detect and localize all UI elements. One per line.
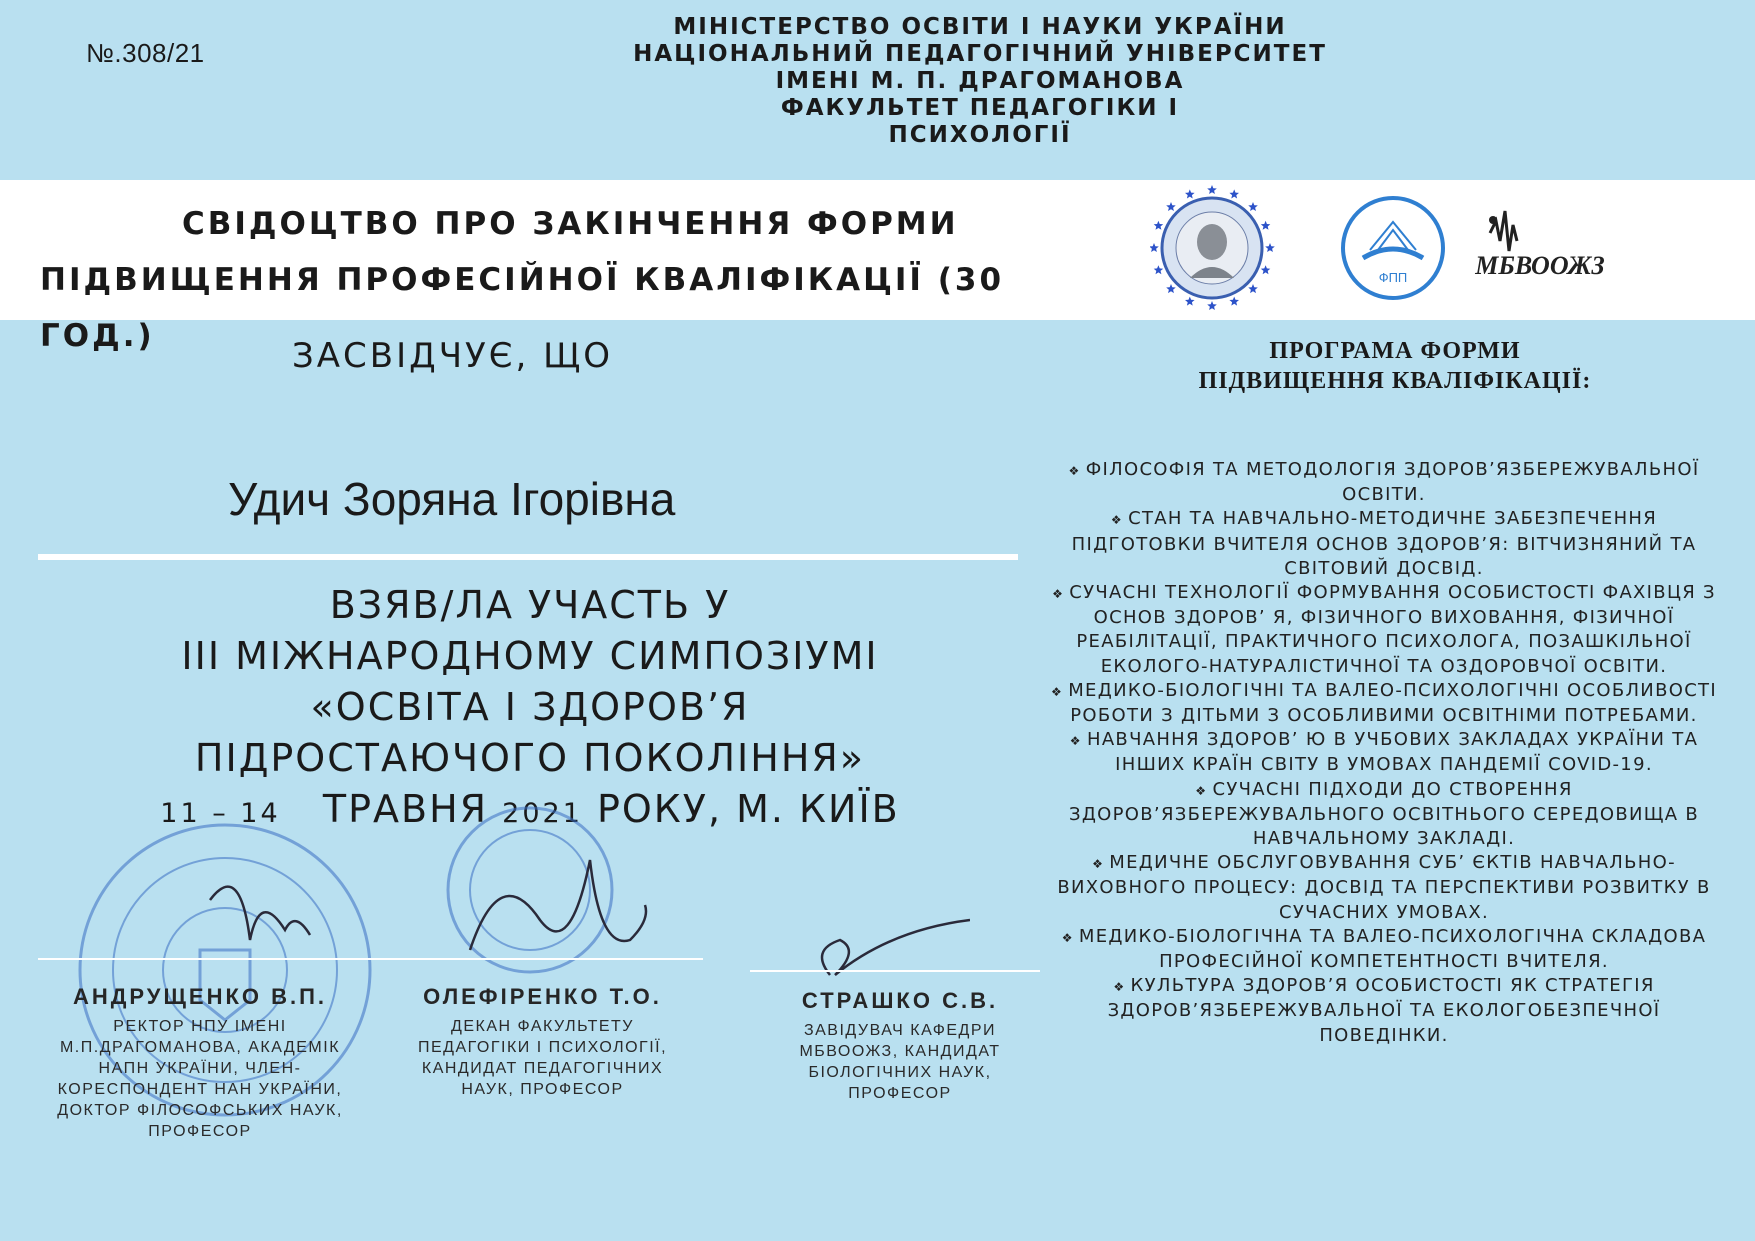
star-icon <box>1248 202 1258 211</box>
signatory-position: ЗАВІДУВАЧ КАФЕДРИ <box>803 1022 997 1039</box>
certificate-title <box>40 196 1120 354</box>
signatory-position: НАУК, ПРОФЕСОР <box>461 1081 624 1098</box>
program-title-line-2: ПІДВИЩЕННЯ КВАЛІФІКАЦІЇ: <box>1198 368 1592 394</box>
signatory-position: ПЕДАГОГІКИ І ПСИХОЛОГІЇ, <box>417 1039 668 1056</box>
event-month: ТРАВНЯ <box>322 787 489 831</box>
header-line: ПСИХОЛОГІЇ <box>888 122 1072 148</box>
name-underline <box>38 554 1018 560</box>
star-icon <box>1261 221 1271 230</box>
star-icon <box>1265 243 1275 252</box>
program-item: ❖ МЕДИКО-БІОЛОГІЧНІ ТА ВАЛЕО-ПСИХОЛОГІЧНІ ОСОБЛИВОСТІ РОБОТИ З ДІТЬМИ З ОСОБЛИВИМИ ОСВІТНІМИ ПОТРЕБАМИ. <box>1048 679 1720 728</box>
header-line: МІНІСТЕРСТВО ОСВІТИ І НАУКИ УКРАЇНИ <box>673 14 1287 40</box>
faculty-logo-text: ФПП <box>1378 270 1408 285</box>
issuer-header <box>480 14 1480 149</box>
signatory-name: ОЛЕФІРЕНКО Т.О. <box>423 984 662 1009</box>
star-icon <box>1166 202 1176 211</box>
star-icon <box>1229 189 1239 198</box>
signatory-position: МБВООЖЗ, КАНДИДАТ <box>799 1043 1001 1060</box>
signatory-position: НАПН УКРАЇНИ, ЧЛЕН- <box>98 1060 302 1077</box>
program-title-line-1: ПРОГРАМА ФОРМИ <box>1269 338 1521 364</box>
signatory-head-of-department <box>760 988 1040 1104</box>
header-line: НАЦІОНАЛЬНИЙ ПЕДАГОГІЧНИЙ УНІВЕРСИТЕТ <box>633 41 1327 67</box>
title-line-2: ПІДВИЩЕННЯ ПРОФЕСІЙНОЇ КВАЛІФІКАЦІЇ (30 ГОД.) <box>40 262 1005 354</box>
signatory-rector <box>30 984 370 1142</box>
recipient-name: Удич Зоряна Ігорівна <box>228 473 676 525</box>
signature-line <box>750 970 1040 972</box>
star-icon <box>1207 301 1217 310</box>
signatory-position: КАНДИДАТ ПЕДАГОГІЧНИХ <box>421 1060 664 1077</box>
star-icon <box>1261 265 1271 274</box>
signature-line <box>38 958 703 960</box>
star-icon <box>1150 243 1159 252</box>
program-title <box>1140 336 1650 396</box>
star-icon <box>1154 221 1164 230</box>
program-item: ❖ СУЧАСНІ ПІДХОДИ ДО СТВОРЕННЯ ЗДОРОВ’ЯЗБЕРЕЖУВАЛЬНОГО ОСВІТНЬОГО СЕРЕДОВИЩА В НАВЧАЛЬНОМУ ЗАКЛАДІ. <box>1048 778 1720 852</box>
star-icon <box>1248 284 1258 293</box>
star-icon <box>1154 265 1164 274</box>
certificate-number: №.308/21 <box>86 38 205 68</box>
participation-line-3: «ОСВІТА І ЗДОРОВ’Я <box>310 685 750 729</box>
signatory-position: КОРЕСПОНДЕНТ НАН УКРАЇНИ, <box>57 1081 343 1098</box>
title-line-1: СВІДОЦТВО ПРО ЗАКІНЧЕННЯ ФОРМИ <box>182 206 959 242</box>
signatory-position: РЕКТОР НПУ ІМЕНІ <box>113 1018 287 1035</box>
header-line: ФАКУЛЬТЕТ ПЕДАГОГІКИ І <box>780 95 1180 121</box>
participation-line-2: ІІІ МІЖНАРОДНОМУ СИМПОЗІУМІ <box>181 634 879 678</box>
signatory-position: ПРОФЕСОР <box>148 1123 252 1140</box>
star-icon <box>1166 284 1176 293</box>
header-line: ІМЕНІ М. П. ДРАГОМАНОВА <box>775 68 1185 94</box>
program-item: ❖ КУЛЬТУРА ЗДОРОВ’Я ОСОБИСТОСТІ ЯК СТРАТЕГІЯ ЗДОРОВ’ЯЗБЕРЕЖУВАЛЬНОЇ ТА ЕКОЛОГОБЕЗПЕЧНОЇ ПОВЕДІНКИ. <box>1048 974 1720 1048</box>
signatory-position: М.П.ДРАГОМАНОВА, АКАДЕМІК <box>59 1039 341 1056</box>
program-list <box>1048 458 1720 1048</box>
program-item: ❖ НАВЧАННЯ ЗДОРОВ’ Ю В УЧБОВИХ ЗАКЛАДАХ УКРАЇНИ ТА ІНШИХ КРАЇН СВІТУ В УМОВАХ ПАНДЕМІЇ COVID-19. <box>1048 728 1720 777</box>
signatory-position: ДОКТОР ФІЛОСОФСЬКИХ НАУК, <box>57 1102 343 1119</box>
program-item: ❖ СТАН ТА НАВЧАЛЬНО-МЕТОДИЧНЕ ЗАБЕЗПЕЧЕННЯ ПІДГОТОВКИ ВЧИТЕЛЯ ОСНОВ ЗДОРОВ’Я: ВІТЧИЗНЯНИЙ ТА СВІТОВИЙ ДОСВІД. <box>1048 507 1720 581</box>
star-icon <box>1185 189 1195 198</box>
faculty-logo-icon <box>1343 198 1443 298</box>
signatory-dean <box>395 984 690 1100</box>
event-place: РОКУ, М. КИЇВ <box>596 787 900 831</box>
participation-line-4: ПІДРОСТАЮЧОГО ПОКОЛІННЯ» <box>194 736 866 780</box>
dean-seal-icon <box>448 808 612 972</box>
signatory-name: СТРАШКО С.В. <box>801 988 999 1013</box>
department-logo-icon <box>1474 211 1604 280</box>
department-logo-text: МБВООЖЗ <box>1475 251 1605 280</box>
event-dates: 11 – 14 <box>160 798 281 829</box>
logos-group <box>1150 178 1620 318</box>
signatory-position: ПРОФЕСОР <box>848 1085 952 1102</box>
event-year: 2021 <box>502 798 583 829</box>
signatory-name: АНДРУЩЕНКО В.П. <box>72 984 328 1009</box>
star-icon <box>1185 297 1195 306</box>
program-item: ❖ ФІЛОСОФІЯ ТА МЕТОДОЛОГІЯ ЗДОРОВ’ЯЗБЕРЕЖУВАЛЬНОЇ ОСВІТИ. <box>1048 458 1720 507</box>
signatory-position: ДЕКАН ФАКУЛЬТЕТУ <box>451 1018 634 1035</box>
signatory-position: БІОЛОГІЧНИХ НАУК, <box>808 1064 992 1081</box>
participation-line-1: ВЗЯВ/ЛА УЧАСТЬ У <box>329 583 731 627</box>
program-item: ❖ МЕДИКО-БІОЛОГІЧНА ТА ВАЛЕО-ПСИХОЛОГІЧНА СКЛАДОВА ПРОФЕСІЙНОЇ КОМПЕТЕНТНОСТІ ВЧИТЕЛЯ. <box>1048 925 1720 974</box>
university-portrait-seal-icon <box>1162 198 1262 298</box>
certifies-label: ЗАСВІДЧУЄ, ЩО <box>292 336 614 376</box>
star-icon <box>1229 297 1239 306</box>
program-item: ❖ МЕДИЧНЕ ОБСЛУГОВУВАННЯ СУБ’ ЄКТІВ НАВЧАЛЬНО-ВИХОВНОГО ПРОЦЕСУ: ДОСВІД ТА ПЕРСПЕКТИВИ РОЗВИТКУ В СУЧАСНИХ УМОВАХ. <box>1048 851 1720 925</box>
star-icon <box>1207 185 1217 194</box>
program-item: ❖ СУЧАСНІ ТЕХНОЛОГІЇ ФОРМУВАННЯ ОСОБИСТОСТІ ФАХІВЦЯ З ОСНОВ ЗДОРОВ’ Я, ФІЗИЧНОГО ВИХОВАННЯ, ФІЗИЧНОЇ РЕАБІЛІТАЦІЇ, ПРАКТИЧНОГО ПСИХОЛОГА, ПОЗАШКІЛЬНОЇ ЕКОЛОГО-НАТУРАЛІСТИЧНОЇ ТА ОЗДОРОВЧОЇ ОСВІТИ. <box>1048 581 1720 679</box>
